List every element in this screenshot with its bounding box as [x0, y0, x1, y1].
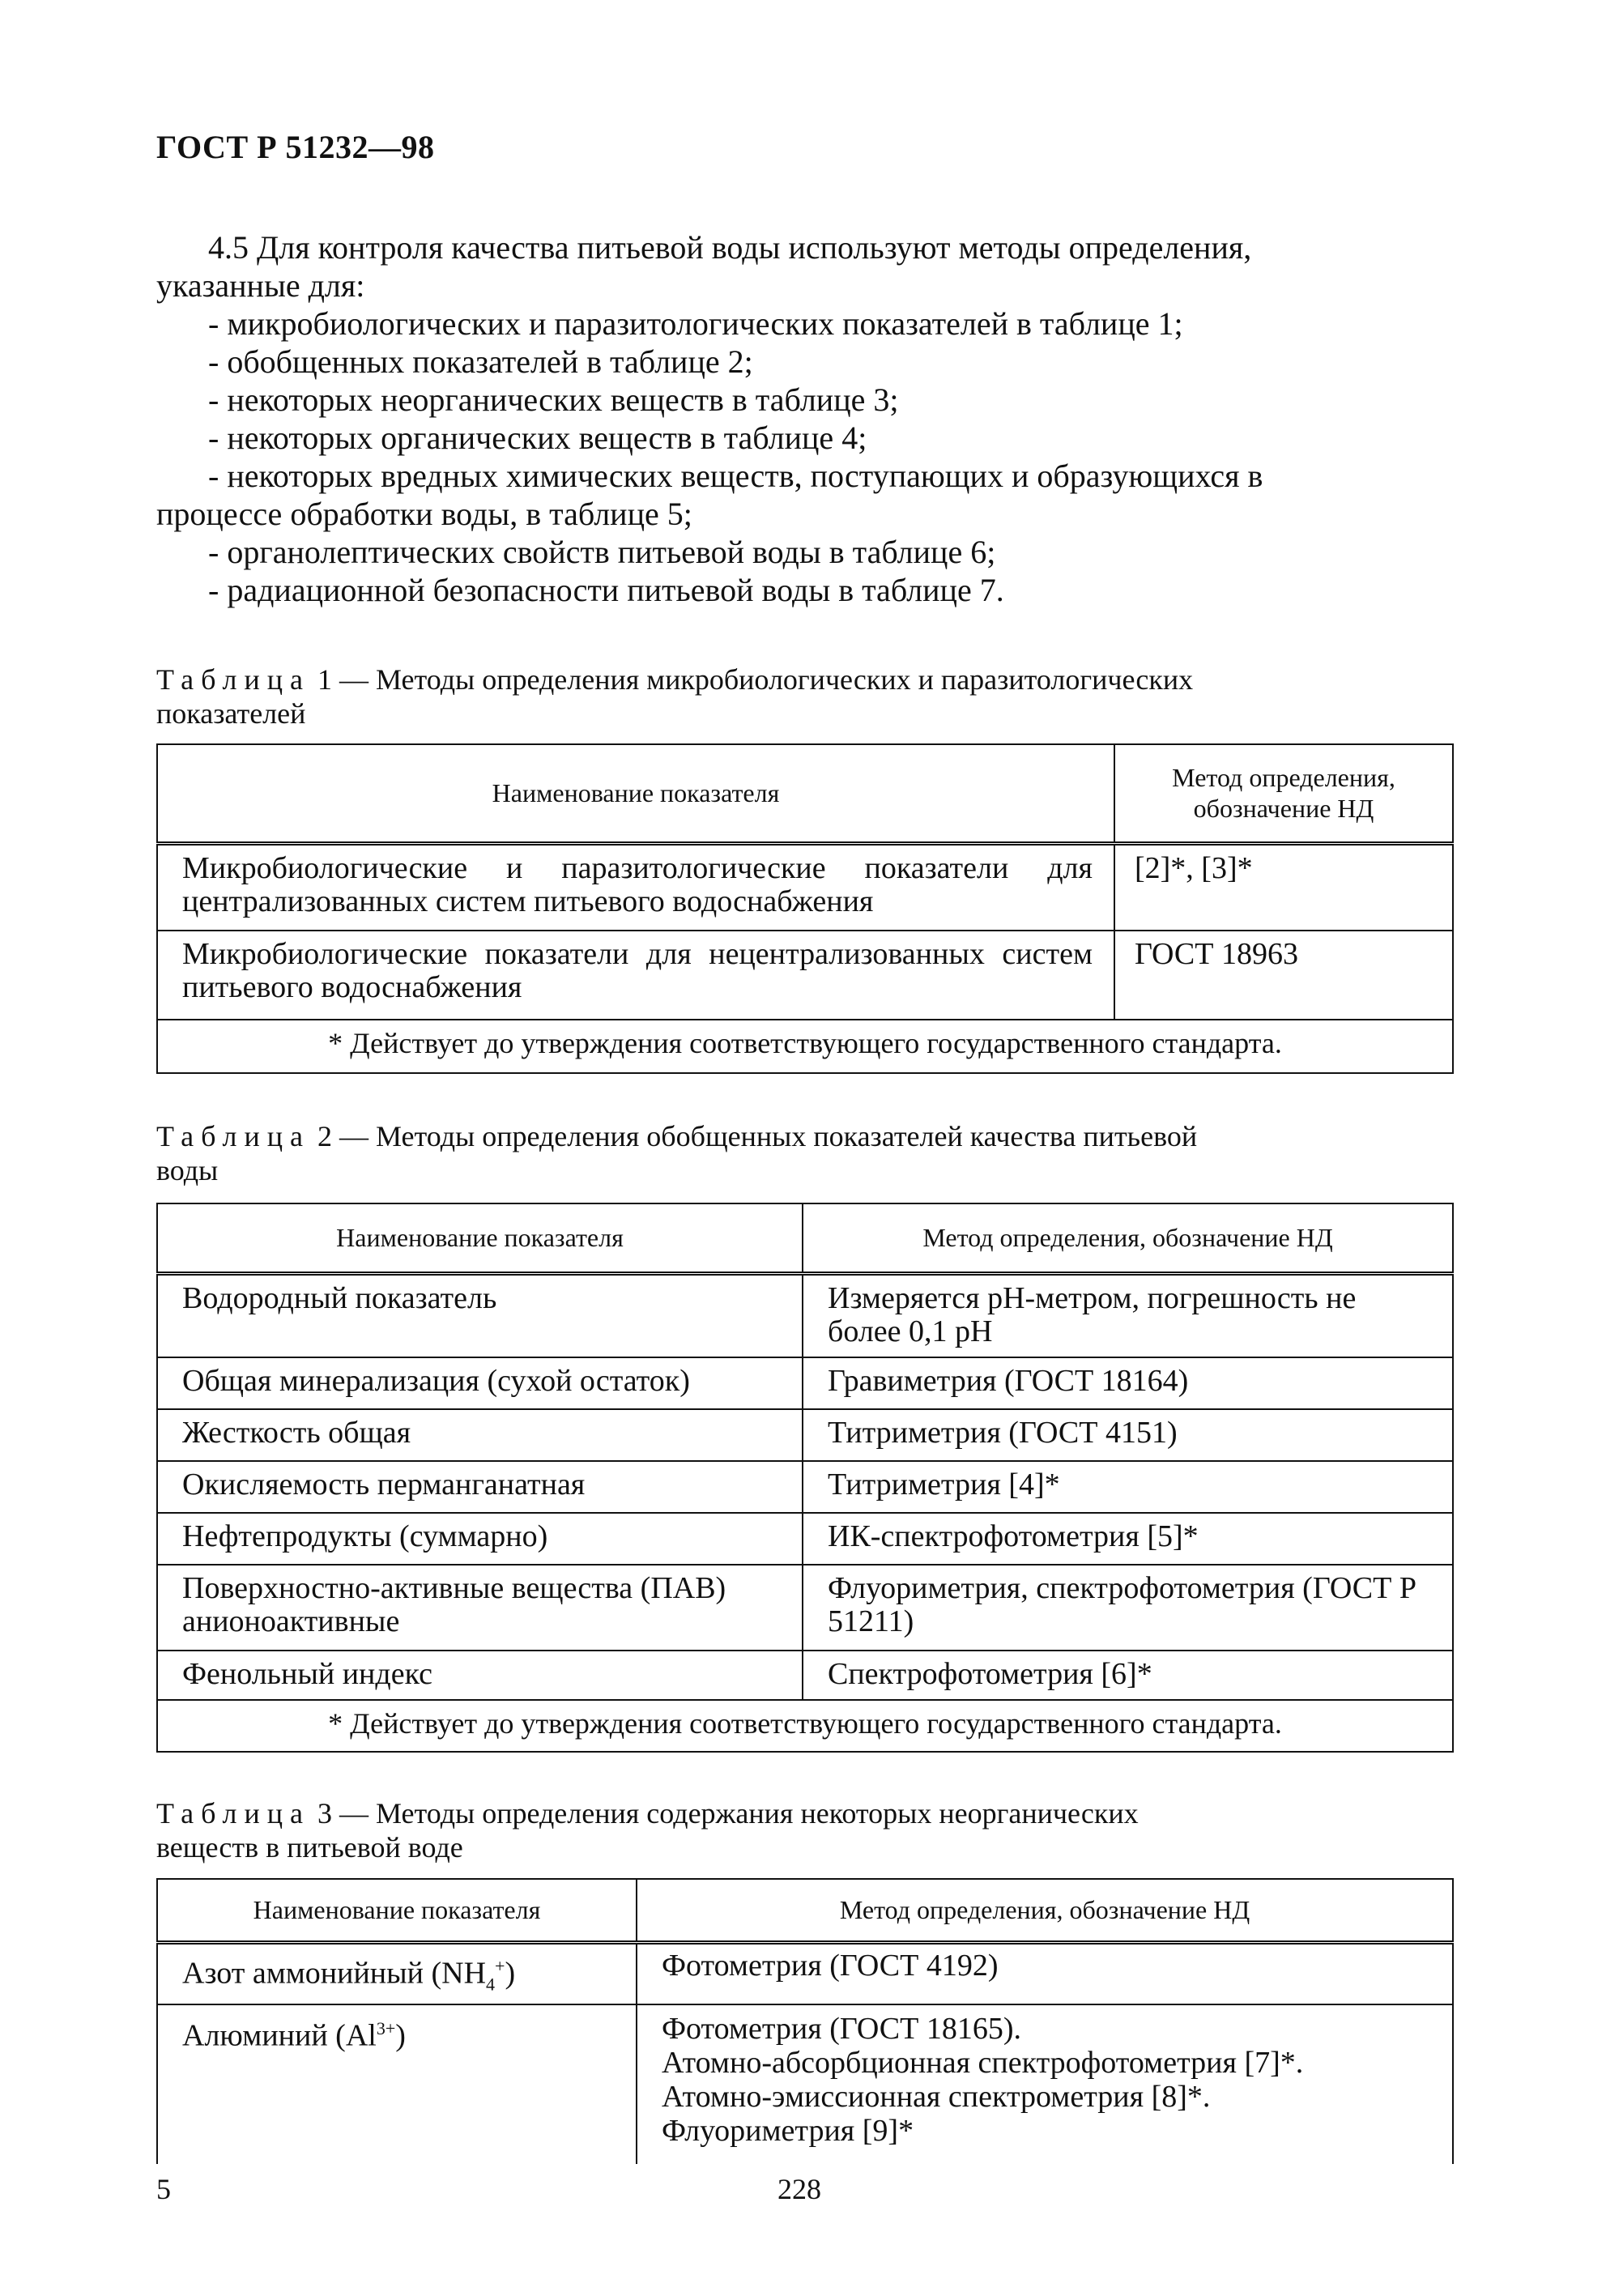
- table1-header-name: Наименование показателя: [157, 744, 1114, 843]
- table-row: [157, 931, 1453, 1020]
- table1-cell-name: Микробиологические и паразитологические показатели для централизованных систем питьевого водоснабжения: [157, 843, 1114, 931]
- table-row: [157, 1651, 1453, 1700]
- table3-cell-name: [157, 1942, 637, 2004]
- table2-cell-name: Общая минерализация (сухой остаток): [157, 1357, 803, 1409]
- table1-header-method: Метод определения, обозначение НД: [1114, 744, 1453, 843]
- table2: [156, 1203, 1454, 1753]
- table2-header-name: Наименование показателя: [157, 1203, 803, 1273]
- page-number-center: 228: [777, 2173, 821, 2205]
- table1-caption-line2: показателей: [156, 697, 306, 730]
- table2-cell-method: ИК-спектрофотометрия [5]*: [803, 1513, 1453, 1565]
- table3-aluminium-sup: 3+: [376, 2017, 396, 2038]
- table3-ammonium-close: ): [505, 1956, 516, 1991]
- table-row: [157, 1565, 1453, 1651]
- table3-caption-word: Таблица: [156, 1797, 310, 1830]
- table1-caption-text: 1 — Методы определения микробиологических и паразитологических: [309, 663, 1194, 696]
- table2-caption: [156, 1119, 1452, 1187]
- table3-cell-method: Фотометрия (ГОСТ 4192): [637, 1942, 1453, 2004]
- table2-footnote: * Действует до утверждения соответствующего государственного стандарта.: [157, 1700, 1453, 1752]
- table-row: [157, 843, 1453, 931]
- table1-caption: [156, 662, 1452, 731]
- table1-caption-word: Таблица: [156, 663, 310, 696]
- table2-cell-name: Поверхностно-активные вещества (ПАВ) анионоактивные: [157, 1565, 803, 1651]
- table3-caption: [156, 1796, 1452, 1864]
- intro-line: - некоторых вредных химических веществ, поступающих и образующихся в: [208, 458, 1263, 494]
- table2-cell-method: Гравиметрия (ГОСТ 18164): [803, 1357, 1453, 1409]
- table-row: [157, 1461, 1453, 1513]
- table1-cell-method: ГОСТ 18963: [1114, 931, 1453, 1020]
- table2-caption-word: Таблица: [156, 1120, 310, 1152]
- table3-cell-name: [157, 2004, 637, 2164]
- table2-caption-line2: воды: [156, 1154, 219, 1186]
- section-4-5-paragraph: [156, 228, 1452, 609]
- table2-cell-method: Измеряется pH-метром, погрешность не более 0,1 pH: [803, 1273, 1453, 1357]
- table3-ammonium-sub: 4: [486, 1973, 496, 1994]
- table2-cell-name: Фенольный индекс: [157, 1651, 803, 1700]
- table3-caption-text: 3 — Методы определения содержания некоторых неорганических: [309, 1797, 1139, 1830]
- table-row: [157, 1357, 1453, 1409]
- table2-cell-method: Спектрофотометрия [6]*: [803, 1651, 1453, 1700]
- intro-line: - некоторых органических веществ в таблице 4;: [208, 420, 867, 456]
- table3-header-method: Метод определения, обозначение НД: [637, 1879, 1453, 1942]
- table2-cell-name: Нефтепродукты (суммарно): [157, 1513, 803, 1565]
- table3-aluminium-close: ): [395, 2018, 406, 2053]
- intro-line: - обобщенных показателей в таблице 2;: [208, 343, 753, 380]
- table-row: [157, 1409, 1453, 1461]
- table3-method-line: Атомно-абсорбционная спектрофотометрия [7]*.: [662, 2045, 1304, 2080]
- table2-caption-text: 2 — Методы определения обобщенных показателей качества питьевой: [309, 1120, 1198, 1152]
- table3-method-line: Фотометрия (ГОСТ 18165).: [662, 2011, 1021, 2046]
- intro-line: - органолептических свойств питьевой воды в таблице 6;: [208, 534, 996, 570]
- intro-line: - некоторых неорганических веществ в таблице 3;: [208, 381, 899, 418]
- table1-footnote: * Действует до утверждения соответствующего государственного стандарта.: [157, 1020, 1453, 1073]
- table3-ammonium-sup: +: [495, 1955, 505, 1976]
- table3-method-line: Атомно-эмиссионная спектрометрия [8]*.: [662, 2079, 1211, 2114]
- table3-header-name: Наименование показателя: [157, 1879, 637, 1942]
- table-row: [157, 1273, 1453, 1357]
- table2-cell-method: Титриметрия [4]*: [803, 1461, 1453, 1513]
- table3-method-line: Флуориметрия [9]*: [662, 2113, 914, 2148]
- table-row: [157, 2004, 1453, 2164]
- table1: [156, 743, 1454, 1074]
- table1-cell-name: Микробиологические показатели для нецентрализованных систем питьевого водоснабжения: [157, 931, 1114, 1020]
- table3: [156, 1878, 1454, 2164]
- intro-line: 4.5 Для контроля качества питьевой воды используют методы определения,: [208, 229, 1252, 266]
- intro-line: указанные для:: [156, 267, 365, 304]
- table2-cell-name: Жесткость общая: [157, 1409, 803, 1461]
- table3-aluminium-name: Алюминий (Al: [182, 2018, 377, 2053]
- page-number-left: 5: [156, 2173, 171, 2205]
- table-row: [157, 1513, 1453, 1565]
- table2-cell-method: Титриметрия (ГОСТ 4151): [803, 1409, 1453, 1461]
- document-header: ГОСТ Р 51232—98: [156, 129, 435, 165]
- table2-cell-name: Окисляемость перманганатная: [157, 1461, 803, 1513]
- table-row: [157, 1942, 1453, 2004]
- table2-cell-name: Водородный показатель: [157, 1273, 803, 1357]
- table1-cell-method: [2]*, [3]*: [1114, 843, 1453, 931]
- intro-line: - радиационной безопасности питьевой воды в таблице 7.: [208, 572, 1004, 608]
- table2-cell-method: Флуориметрия, спектрофотометрия (ГОСТ Р 51211): [803, 1565, 1453, 1651]
- table3-ammonium-name: Азот аммонийный (NH: [182, 1956, 487, 1991]
- table3-cell-method: [637, 2004, 1453, 2164]
- table3-caption-line2: веществ в питьевой воде: [156, 1831, 463, 1864]
- table2-header-method: Метод определения, обозначение НД: [803, 1203, 1453, 1273]
- intro-line: - микробиологических и паразитологических показателей в таблице 1;: [208, 305, 1183, 342]
- intro-line: процессе обработки воды, в таблице 5;: [156, 496, 692, 532]
